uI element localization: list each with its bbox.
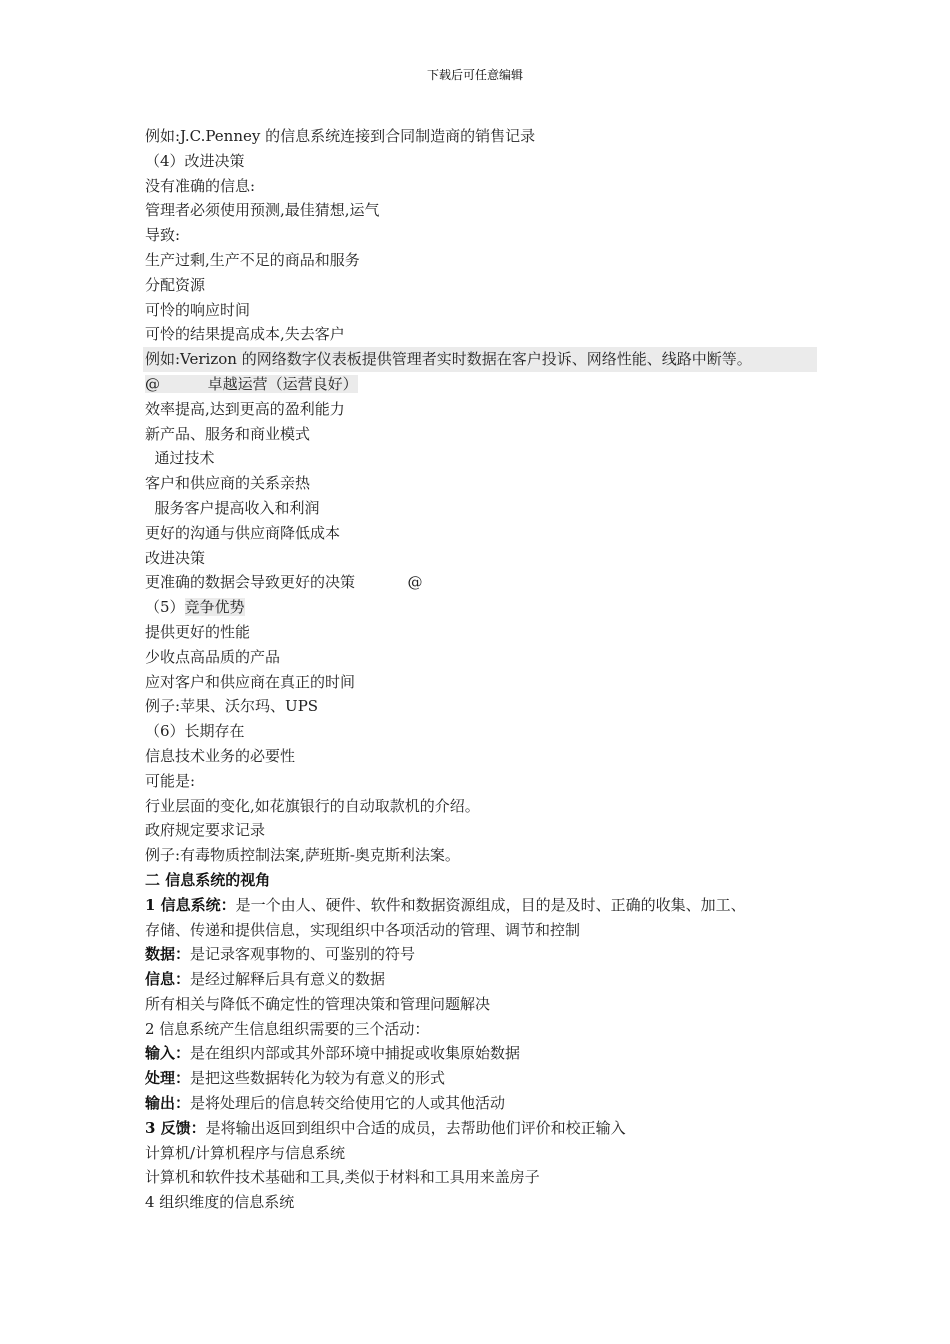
line-text: 卓越运营（运营良好） [160, 374, 358, 393]
line-text: 可怜的结果提高成本,失去客户 [145, 325, 345, 344]
line-text: （4）改进决策 [145, 151, 245, 170]
line-text: 存储、传递和提供信息，实现组织中各项活动的管理、调节和控制 [145, 920, 581, 939]
text-line [145, 298, 835, 323]
line-text: 少收点高品质的产品 [145, 647, 281, 666]
line-text: 是将处理后的信息转交给使用它的人或其他活动 [190, 1094, 506, 1113]
line-text: 计算机/计算机程序与信息系统 [145, 1143, 346, 1162]
text-line [145, 1141, 835, 1166]
text-line [145, 397, 835, 422]
text-line [145, 446, 835, 471]
text-line [145, 694, 835, 719]
line-text: 政府规定要求记录 [145, 821, 266, 840]
line-text: 新产品、服务和商业模式 [145, 424, 311, 443]
text-line [145, 1066, 835, 1091]
line-text: 应对客户和供应商在真正的时间 [145, 672, 356, 691]
line-text: 所有相关与降低不确定性的管理决策和管理问题解决 [145, 994, 491, 1013]
text-line [145, 744, 835, 769]
text-line [145, 670, 835, 695]
text-line [145, 818, 835, 843]
line-text: 改进决策 [145, 548, 206, 567]
line-text: 2 信息系统产生信息组织需要的三个活动： [145, 1019, 430, 1038]
text-line [145, 719, 835, 744]
text-line [145, 843, 835, 868]
text-line [145, 174, 835, 199]
text-line [145, 322, 835, 347]
line-text: （5） [145, 598, 185, 617]
bold-term: 二 信息系统的视角 [145, 870, 271, 889]
text-line [145, 546, 835, 571]
line-text: 没有准确的信息: [145, 176, 256, 195]
text-line [145, 149, 835, 174]
line-text: 分配资源 [145, 275, 206, 294]
text-line [145, 372, 835, 397]
text-line [145, 942, 835, 967]
text-line [145, 1091, 835, 1116]
line-text: 可怜的响应时间 [145, 300, 251, 319]
text-line [145, 1165, 835, 1190]
text-line [145, 1041, 835, 1066]
line-text: 是记录客观事物的、可鉴别的符号 [190, 945, 416, 964]
line-text: 例如:Verizon 的网络数字仪表板提供管理者实时数据在客户投诉、网络性能、线路中断等。 [145, 350, 752, 369]
text-line [145, 198, 835, 223]
line-text: （6）长期存在 [145, 722, 245, 741]
line-text: 例如:J.C.Penney 的信息系统连接到合同制造商的销售记录 [145, 127, 536, 145]
line-text: 服务客户提高收入和利润 [145, 498, 320, 517]
text-line [145, 273, 835, 298]
text-line [145, 223, 835, 248]
text-line [145, 496, 835, 521]
text-line [145, 868, 835, 893]
bold-term: 输入： [145, 1044, 191, 1063]
line-text: 管理者必须使用预测,最佳猜想,运气 [145, 201, 380, 220]
document-body [145, 124, 835, 1215]
text-line [145, 967, 835, 992]
line-text: 是在组织内部或其外部环境中捕捉或收集原始数据 [190, 1044, 521, 1063]
line-text: 4 组织维度的信息系统 [145, 1193, 295, 1212]
line-text: 提供更好的性能 [145, 622, 251, 641]
line-text: 更准确的数据会导致更好的决策 @ [145, 573, 423, 592]
line-text: 是把这些数据转化为较为有意义的形式 [190, 1069, 446, 1088]
text-line [145, 769, 835, 794]
line-text: 可能是: [145, 771, 196, 790]
text-line [145, 471, 835, 496]
line-text: 竞争优势 [184, 598, 245, 617]
line-text: 客户和供应商的关系亲热 [145, 474, 311, 493]
text-line [145, 248, 835, 273]
text-line [145, 1017, 835, 1042]
line-text: @ [145, 374, 160, 393]
line-text: 生产过剩,生产不足的商品和服务 [145, 250, 360, 269]
text-line [145, 422, 835, 447]
text-line [145, 1190, 835, 1215]
line-text: 例子:有毒物质控制法案,萨班斯-奥克斯利法案。 [145, 846, 460, 865]
line-text: 是经过解释后具有意义的数据 [190, 970, 386, 989]
bold-term: 3 反馈： [145, 1118, 206, 1137]
line-text: 是将输出返回到组织中合适的成员，去帮助他们评价和校正输入 [205, 1118, 626, 1137]
line-text: 例子:苹果、沃尔玛、UPS [145, 697, 319, 716]
text-line [145, 1116, 835, 1141]
line-text: 通过技术 [145, 449, 215, 468]
bold-term: 处理： [145, 1069, 191, 1088]
page-header: 下载后可任意编辑 [426, 68, 523, 82]
line-text: 导致: [145, 226, 181, 245]
text-line [145, 620, 835, 645]
bold-term: 输出： [145, 1094, 191, 1113]
bold-term: 数据： [145, 945, 191, 964]
line-text: 是一个由人、硬件、软件和数据资源组成，目的是及时、正确的收集、加工、 [235, 895, 746, 914]
line-text: 计算机和软件技术基础和工具,类似于材料和工具用来盖房子 [145, 1168, 540, 1187]
text-line [145, 570, 835, 595]
text-line [145, 645, 835, 670]
text-line [145, 124, 835, 149]
bold-term: 1 信息系统： [145, 895, 236, 914]
text-line [145, 918, 835, 943]
bold-term: 信息： [145, 970, 191, 989]
line-text: 更好的沟通与供应商降低成本 [145, 523, 341, 542]
text-line [145, 893, 835, 918]
text-line [145, 794, 835, 819]
text-line [145, 521, 835, 546]
text-line [145, 992, 835, 1017]
line-text: 信息技术业务的必要性 [145, 746, 296, 765]
text-line [145, 595, 835, 620]
line-text: 效率提高,达到更高的盈利能力 [145, 399, 345, 418]
line-text: 行业层面的变化,如花旗银行的自动取款机的介绍。 [145, 796, 480, 815]
text-line [143, 347, 817, 372]
